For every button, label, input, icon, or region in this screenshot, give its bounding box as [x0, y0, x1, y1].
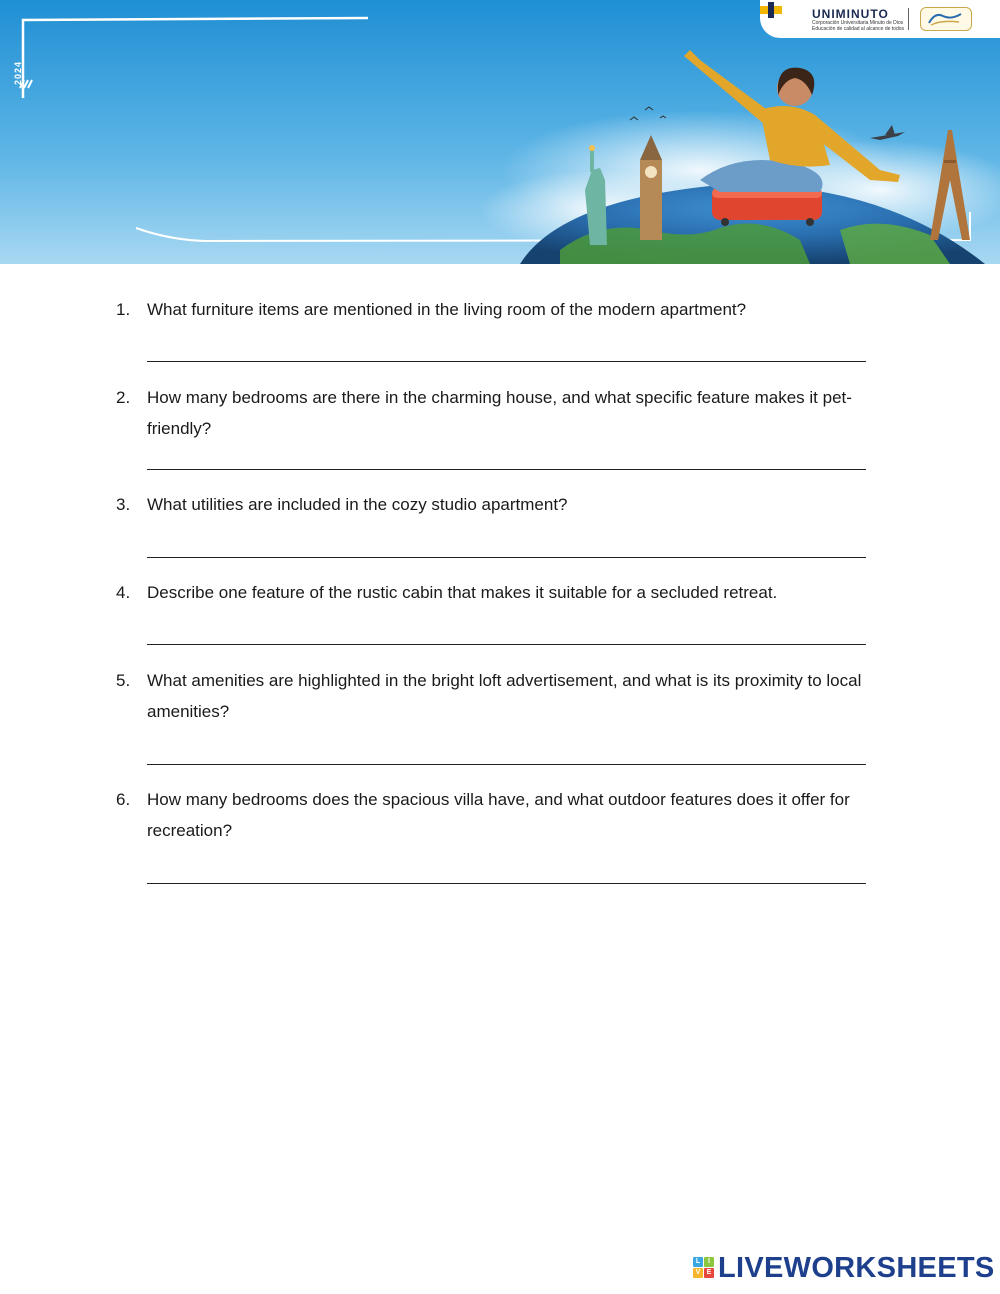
question-text: What amenities are highlighted in the bright loft advertisement, and what is its proximity to local amenities? [147, 671, 862, 721]
question-number: 6. [116, 790, 131, 809]
answer-line[interactable] [147, 361, 866, 362]
answer-line[interactable] [147, 644, 866, 645]
tile-v: V [693, 1268, 703, 1278]
answer-line[interactable] [147, 764, 866, 765]
question-number: 5. [116, 671, 131, 690]
year-label: 2024 [13, 60, 24, 86]
tile-e: E [704, 1268, 714, 1278]
banner-illustration [0, 0, 1000, 264]
year-tag [14, 56, 34, 96]
liveworksheets-tiles-icon [693, 1257, 715, 1279]
liveworksheets-brand: LIVEWORKSHEETS [718, 1252, 995, 1284]
logo-divider [908, 8, 909, 30]
question-text: What utilities are included in the cozy studio apartment? [147, 495, 568, 514]
question-number: 2. [116, 388, 131, 407]
tile-l: L [693, 1257, 703, 1267]
question-number: 4. [116, 583, 131, 602]
institution-logo-panel [760, 0, 1000, 38]
answer-line[interactable] [147, 469, 866, 470]
institution-subtitle-1: Corporación Universitaria Minuto de Dios [812, 20, 904, 26]
accreditation-badge-icon [920, 7, 972, 31]
header-banner [0, 0, 1000, 264]
institution-subtitle-2: Educación de calidad al alcance de todos [812, 26, 905, 32]
question-number: 3. [116, 495, 131, 514]
question-text: How many bedrooms are there in the charming house, and what specific feature makes it pet-friendly? [147, 388, 852, 438]
answer-line[interactable] [147, 883, 866, 884]
question-number: 1. [116, 300, 131, 319]
answer-line[interactable] [147, 557, 866, 558]
uniminuto-logo-icon [760, 0, 782, 20]
question-text: What furniture items are mentioned in the living room of the modern apartment? [147, 300, 747, 319]
tile-i: I [704, 1257, 714, 1267]
liveworksheets-logo [693, 1254, 993, 1286]
institution-name: UNIMINUTO [812, 7, 889, 21]
question-text: How many bedrooms does the spacious villa have, and what outdoor features does it offer for recreation? [147, 790, 850, 840]
question-text: Describe one feature of the rustic cabin that makes it suitable for a secluded retreat. [147, 583, 778, 602]
